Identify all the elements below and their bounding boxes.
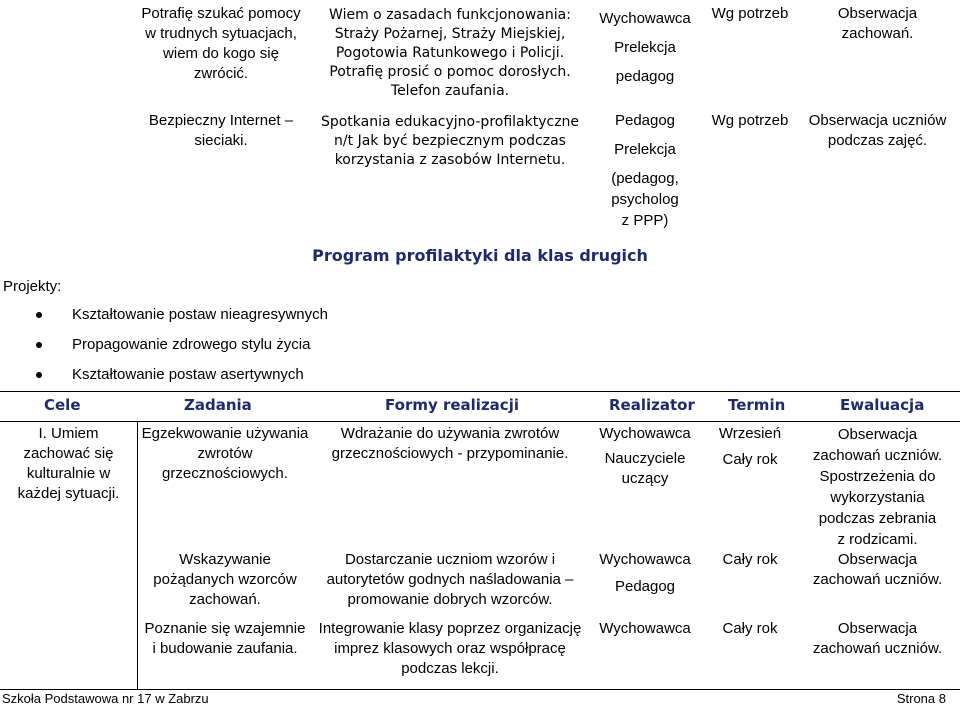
cell-line: Nauczyciele [604, 450, 686, 467]
footer-divider [0, 689, 960, 690]
cell-line: Wychowawca [599, 620, 691, 637]
header-termin: Termin [728, 396, 786, 414]
cell-line: zachowań uczniów. [812, 571, 943, 588]
cell-line: n/t Jak być bezpiecznym podczas [334, 133, 566, 149]
cell-line: Wg potrzeb [711, 112, 789, 129]
cell-line: Pedagog [614, 578, 676, 595]
cell-line: Pogotowia Ratunkowego i Policji. [335, 45, 565, 61]
cell-line: w trudnych sytuacjach, [145, 25, 297, 42]
cell-line: podczas zajęć. [827, 132, 928, 149]
cell-line: zwrócić. [193, 65, 249, 82]
top-row1-formy [590, 4, 700, 91]
cell-line: i budowanie zaufania. [152, 640, 298, 657]
cell-line: Prelekcja [614, 141, 676, 158]
cell-line: Obserwacja [837, 426, 918, 443]
cell-line: grzecznościowych. [162, 465, 288, 482]
cell-line: podczas zebrania [818, 510, 937, 527]
row1-termin [700, 424, 800, 470]
cell-line: (pedagog, [611, 170, 679, 187]
row2-ewaluacja [805, 550, 950, 590]
cell-line: zachowań uczniów. [812, 640, 943, 657]
cell-line: Wskazywanie [179, 551, 271, 568]
cell-line: Wrzesień [718, 425, 782, 442]
cell-line: Poznanie się wzajemnie [144, 620, 306, 637]
row1-ewaluacja [805, 424, 950, 550]
cell-line: korzystania z zasobów Internetu. [334, 152, 566, 168]
cell-line: promowanie dobrych wzorców. [347, 591, 553, 608]
program-title: Program profilaktyki dla klas drugich [312, 246, 648, 265]
row3-realizator [590, 619, 700, 639]
row2-formy [310, 550, 590, 610]
cell-line: z PPP) [621, 212, 669, 229]
row2-termin [700, 550, 800, 570]
row3-termin [700, 619, 800, 639]
cell-line: Wdrażanie do używania zwrotów [340, 425, 560, 442]
row3-zadania [140, 619, 310, 659]
cell-line: każdej sytuacji. [17, 485, 120, 502]
row1-formy [310, 424, 590, 464]
top-row1-ewaluacja [805, 4, 950, 44]
row2-realizator [590, 550, 700, 597]
cell-line: sieciaki. [194, 132, 248, 149]
cell-line: Egzekwowanie używania [141, 425, 309, 442]
top-row1-zadania [310, 6, 590, 101]
footer-page-number: Strona 8 [896, 691, 946, 706]
row3-formy [310, 619, 590, 679]
cell-line: kulturalnie w [26, 465, 111, 482]
cell-line: Dostarczanie uczniom wzorów i [344, 551, 556, 568]
bullet-icon [36, 312, 42, 318]
cell-line: uczący [621, 470, 669, 487]
header-realizator: Realizator [609, 396, 695, 414]
cell-line: Spotkania edukacyjno-profilaktyczne [320, 114, 580, 130]
col-divider [137, 421, 138, 689]
top-row2-zadania [310, 113, 590, 170]
row1-realizator [590, 424, 700, 489]
cell-line: autorytetów godnych naśladowania – [326, 571, 574, 588]
cell-line: zachowań uczniów. [812, 447, 943, 464]
top-row2-ewaluacja [805, 111, 950, 151]
row3-ewaluacja [805, 619, 950, 659]
table-header-divider [0, 421, 960, 422]
cell-line: grzecznościowych - przypominanie. [331, 445, 569, 462]
cell-line: z rodzicami. [837, 531, 918, 548]
top-row2-termin [700, 111, 800, 131]
top-row2-formy [590, 111, 700, 232]
cell-line: wykorzystania [830, 489, 925, 506]
cell-line: Cały rok [722, 620, 778, 637]
cell-line: Wychowawca [599, 10, 691, 27]
header-zadania: Zadania [184, 396, 252, 414]
cell-line: Integrowanie klasy poprzez organizację [318, 620, 582, 637]
header-cele: Cele [44, 396, 81, 414]
cell-line: Pedagog [614, 112, 676, 129]
bullet-icon [36, 342, 42, 348]
top-row1-cele [136, 4, 306, 84]
bullet-icon [36, 372, 42, 378]
cell-line: zachowań. [841, 25, 914, 42]
cell-line: Prelekcja [614, 39, 676, 56]
cell-line: Obserwacja [837, 620, 918, 637]
list-item-text: Propagowanie zdrowego stylu życia [72, 336, 311, 353]
cell-line: Obserwacja uczniów [808, 112, 947, 129]
projekty-label: Projekty: [3, 278, 62, 295]
list-item-text: Kształtowanie postaw nieagresywnych [72, 306, 328, 323]
cell-line: psycholog [611, 191, 679, 208]
top-row1-termin [700, 4, 800, 24]
cell-line: Bezpieczny Internet – [148, 112, 294, 129]
cell-line: Straży Pożarnej, Straży Miejskiej, [334, 26, 566, 42]
cell-line: zachowań. [189, 591, 261, 608]
row2-zadania [140, 550, 310, 610]
row1-cele [0, 424, 137, 504]
cell-line: wiem do kogo się [163, 45, 279, 62]
cell-line: I. Umiem [38, 425, 99, 442]
cell-line: Wychowawca [599, 425, 691, 442]
cell-line: Potrafię szukać pomocy [141, 5, 301, 22]
footer-school-name: Szkoła Podstawowa nr 17 w Zabrzu [2, 691, 209, 706]
cell-line: pedagog [615, 68, 675, 85]
header-ewaluacja: Ewaluacja [840, 396, 925, 414]
cell-line: zwrotów [197, 445, 253, 462]
cell-line: pożądanych wzorców [153, 571, 297, 588]
cell-line: Wychowawca [599, 551, 691, 568]
row1-zadania [140, 424, 310, 484]
top-row2-cele [136, 111, 306, 151]
cell-line: Cały rok [722, 551, 778, 568]
header-formy: Formy realizacji [385, 396, 519, 414]
cell-line: Telefon zaufania. [390, 83, 510, 99]
cell-line: Obserwacja [837, 5, 918, 22]
cell-line: Cały rok [722, 451, 778, 468]
cell-line: zachować się [23, 445, 114, 462]
list-item-text: Kształtowanie postaw asertywnych [72, 366, 304, 383]
cell-line: imprez klasowych oraz współpracę [334, 640, 566, 657]
cell-line: Obserwacja [837, 551, 918, 568]
cell-line: Wg potrzeb [711, 5, 789, 22]
table-border-top [0, 391, 960, 392]
cell-line: Spostrzeżenia do [819, 468, 936, 485]
cell-line: Wiem o zasadach funkcjonowania: [329, 7, 571, 23]
cell-line: Potrafię prosić o pomoc dorosłych. [329, 64, 571, 80]
cell-line: podczas lekcji. [401, 660, 499, 677]
